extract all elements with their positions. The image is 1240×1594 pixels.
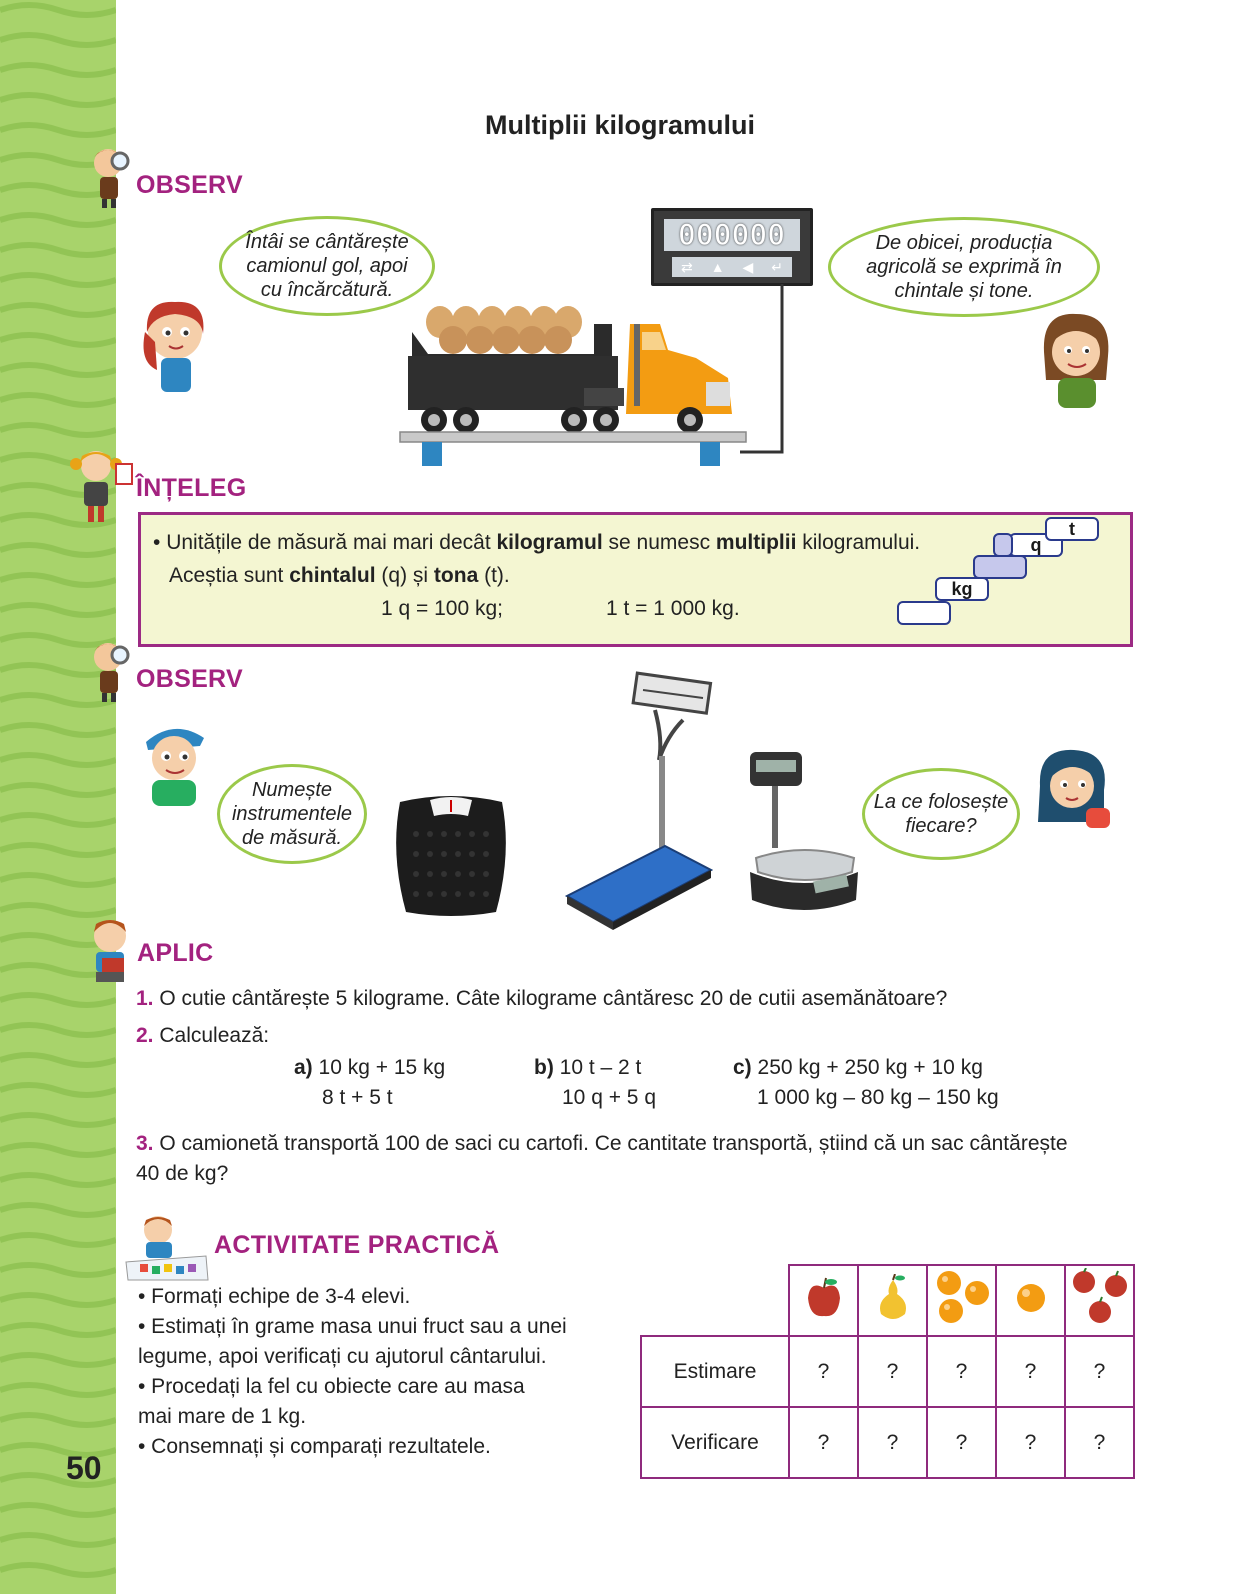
triangle-left-icon: ◀ [742, 258, 754, 275]
exercise-3 [136, 1132, 1068, 1156]
exercise-text: Calculează: [159, 1024, 270, 1047]
electronic-scale-icon [744, 748, 864, 920]
practice-instructions [138, 1282, 618, 1462]
verify-cell: ? [927, 1407, 996, 1478]
calc-a-2: 8 t + 5 t [322, 1086, 393, 1109]
table-row-verificare [641, 1407, 1134, 1478]
scale-buttons [672, 257, 792, 277]
oranges-icon [927, 1265, 996, 1336]
table-header-row [641, 1265, 1134, 1336]
calc-b-1 [534, 1056, 641, 1080]
estimate-cell: ? [858, 1336, 927, 1407]
stair-step-shaded-1 [973, 555, 1027, 579]
verify-cell: ? [789, 1407, 858, 1478]
verify-cell: ? [858, 1407, 927, 1478]
girl-brown-hair-icon [1036, 308, 1116, 417]
side-decor-strip [0, 0, 116, 1594]
sacks-icon [426, 306, 582, 354]
scale-display-panel [651, 208, 813, 286]
verify-cell: ? [996, 1407, 1065, 1478]
row-label-estimare: Estimare [641, 1336, 789, 1407]
apples-icon [1065, 1265, 1134, 1336]
estimate-cell: ? [1065, 1336, 1134, 1407]
definition-line-2 [169, 560, 510, 593]
thinking-girl-icon [62, 444, 134, 531]
calc-b-label: b) [534, 1056, 554, 1079]
arrow-swap-icon: ⇄ [680, 258, 693, 275]
exercise-number: 2. [136, 1024, 154, 1047]
section-heading-aplic: APLIC [137, 939, 214, 967]
exercise-2 [136, 1024, 269, 1048]
magnifier-kid-icon [88, 143, 132, 209]
estimation-table [640, 1264, 1135, 1479]
exercise-text: O camionetă transportă 100 de saci cu cartofi. Ce cantitate transportă, știind că un sac cântărește [159, 1132, 1068, 1155]
exercise-3-continued: 40 de kg? [136, 1162, 229, 1185]
bathroom-scale-icon [386, 794, 516, 918]
speech-bubble-instruments: Numește instrumentele de măsură. [217, 764, 367, 864]
wave-lines [0, 5, 116, 1575]
apple-icon [789, 1265, 858, 1336]
pear-icon [858, 1265, 927, 1336]
practice-line: • Estimați în grame masa unui fruct sau a unei [138, 1315, 567, 1338]
speech-bubble-usage: La ce folosește fiecare? [862, 768, 1020, 860]
bullet: • [153, 531, 167, 554]
calc-a-label: a) [294, 1056, 313, 1079]
truck-on-weighbridge-illustration [398, 296, 750, 468]
speech-bubble-left: Întâi se cântărește camionul gol, apoi cu încărcătură. [219, 216, 435, 316]
calc-b-2: 10 q + 5 q [562, 1086, 656, 1109]
exercise-text: O cutie cântărește 5 kilograme. Câte kilograme cântăresc 20 de cutii asemănătoare? [159, 987, 948, 1010]
practice-line: legume, apoi verificați cu ajutorul cântarului. [138, 1345, 547, 1368]
unit-stairs [893, 515, 1113, 645]
stair-step-q: q [1009, 533, 1063, 557]
girl-blue-hair-icon [1032, 746, 1112, 835]
exercise-number: 3. [136, 1132, 154, 1155]
text-part: (t). [478, 564, 510, 587]
calc-c-2: 1 000 kg – 80 kg – 150 kg [757, 1086, 999, 1109]
practice-line: • Consemnați și comparați rezultatele. [138, 1435, 491, 1458]
term-chintal: chintalul [289, 564, 376, 587]
estimate-cell: ? [927, 1336, 996, 1407]
platform-scale-icon [563, 670, 713, 930]
reading-boy-icon [84, 914, 136, 989]
definition-box [138, 512, 1133, 647]
return-arrow-icon: ↵ [771, 258, 783, 275]
magnifier-kid-icon [88, 637, 132, 703]
text-part: Aceștia sunt [169, 564, 290, 587]
practice-line: mai mare de 1 kg. [138, 1405, 307, 1428]
section-heading-inteleg: ÎNȚELEG [136, 474, 247, 502]
practice-line: • Procedați la fel cu obiecte care au masa [138, 1375, 525, 1398]
kids-puzzle-icon [122, 1210, 210, 1287]
text-part: (q) și [375, 564, 434, 587]
term-multiplii: multiplii [715, 531, 797, 554]
verify-cell: ? [1065, 1407, 1134, 1478]
calc-a-1 [294, 1056, 445, 1080]
text-part: se numesc [602, 531, 716, 554]
term-kilogram: kilogramul [496, 531, 603, 554]
practice-line: • Formați echipe de 3-4 elevi. [138, 1285, 411, 1308]
calc-expression: 10 t – 2 t [559, 1056, 642, 1079]
table-row-estimare [641, 1336, 1134, 1407]
page-title: Multiplii kilogramului [485, 110, 755, 140]
stair-step-empty [897, 601, 951, 625]
equation-ton: 1 t = 1 000 kg. [606, 597, 740, 620]
section-heading-observ-2: OBSERV [136, 665, 243, 693]
row-label-verificare: Verificare [641, 1407, 789, 1478]
scale-display-readout: 000000 [664, 219, 800, 251]
estimate-cell: ? [789, 1336, 858, 1407]
section-heading-observ: OBSERV [136, 171, 243, 199]
text-part: Unitățile de măsură mai mari decât [166, 531, 497, 554]
text-part: kilogramului. [796, 531, 921, 554]
girl-character-icon [135, 292, 215, 405]
definition-line-1 [153, 527, 920, 560]
stair-step-shaded-2 [993, 533, 1013, 557]
term-tona: tona [433, 564, 479, 587]
estimate-cell: ? [996, 1336, 1065, 1407]
boy-cap-icon [138, 716, 210, 813]
page-number: 50 [66, 1450, 102, 1486]
orange-icon [996, 1265, 1065, 1336]
speech-bubble-right: De obicei, producția agricolă se exprimă în chintale și tone. [828, 217, 1100, 317]
exercise-1 [136, 987, 947, 1011]
calc-c-1 [733, 1056, 983, 1080]
exercise-number: 1. [136, 987, 154, 1010]
truck-cab-icon [626, 324, 732, 414]
calc-c-label: c) [733, 1056, 752, 1079]
table-corner [641, 1265, 789, 1336]
stair-step-t: t [1045, 517, 1099, 541]
section-heading-activitate: ACTIVITATE PRACTICĂ [214, 1231, 500, 1259]
equation-quintal: 1 q = 100 kg; [381, 597, 504, 620]
calc-expression: 250 kg + 250 kg + 10 kg [757, 1056, 983, 1079]
triangle-up-icon: ▲ [710, 259, 725, 275]
calc-expression: 10 kg + 15 kg [318, 1056, 446, 1079]
stair-step-kg: kg [935, 577, 989, 601]
